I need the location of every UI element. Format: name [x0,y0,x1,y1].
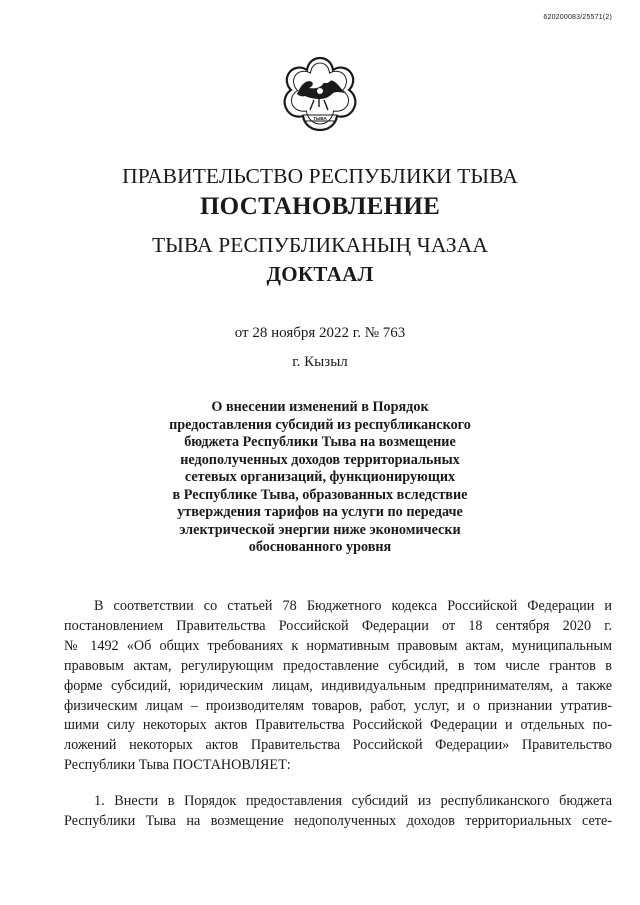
document-type-tyv: ДОКТААЛ [266,262,374,286]
emblem-text: ТЫВА [313,116,327,121]
title-line: обоснованного уровня [248,539,392,555]
title-line: О внесении изменений в Порядок [211,399,429,415]
paragraph-line: правовым актам, регулирующим предоставление субсидий, в том числе грантов в [64,657,612,674]
paragraph-line: В соответствии со статьей 78 Бюджетного кодекса Российской Федерации и [94,598,612,614]
paragraph-line: Республики Тыва ПОСТАНОВЛЯЕТ: [64,757,291,774]
paragraph-line: № 1492 «Об общих требованиях к нормативным правовым актам, муниципальным [64,637,612,654]
title-line: бюджета Республики Тыва на возмещение [184,434,456,450]
body-paragraph-2 [64,792,612,832]
government-name-tyv: ТЫВА РЕСПУБЛИКАНЫҢ ЧАЗАА [151,233,489,257]
document-date-number: от 28 ноября 2022 г. № 763 [234,325,406,341]
government-name-ru: ПРАВИТЕЛЬСТВО РЕСПУБЛИКИ ТЫВА [122,164,518,188]
paragraph-line: шими силу некоторых актов Правительства Российской Федерации и отдельных по- [64,717,612,734]
tuva-coat-of-arms-icon [279,54,361,136]
paragraph-line: форме субсидий, юридическим лицам, индивидуальным предпринимателям, а также [64,677,612,694]
body-paragraph-1 [64,597,612,776]
paragraph-line: физическим лицам – производителям товаров, работ, услуг, и о признании утратив- [64,697,612,714]
title-line: предоставления субсидий из республиканского [169,416,471,433]
title-line: электрической энергии ниже экономически [179,521,461,538]
paragraph-line: Республики Тыва на возмещение недополученных доходов территориальных сете- [64,812,612,829]
title-line: утверждения тарифов на услуги по передаче [177,504,463,520]
paragraph-line: постановлением Правительства Российской Федерации от 18 сентября 2020 г. [64,617,612,634]
document-title [0,399,640,557]
paragraph-line: 1. Внести в Порядок предоставления субсидий из республиканского бюджета [94,793,612,809]
title-line: недополученных доходов территориальных [180,451,460,468]
title-line: в Республике Тыва, образованных вследствие [172,486,468,503]
paragraph-line: ложений некоторых актов Правительства Российской Федерации» Правительство [64,737,612,754]
title-line: сетевых организаций, функционирующих [184,469,456,485]
document-type-ru: ПОСТАНОВЛЕНИЕ [199,193,441,220]
document-city: г. Кызыл [292,354,348,370]
document-id-number: 620200083/25571(2) [543,14,612,21]
